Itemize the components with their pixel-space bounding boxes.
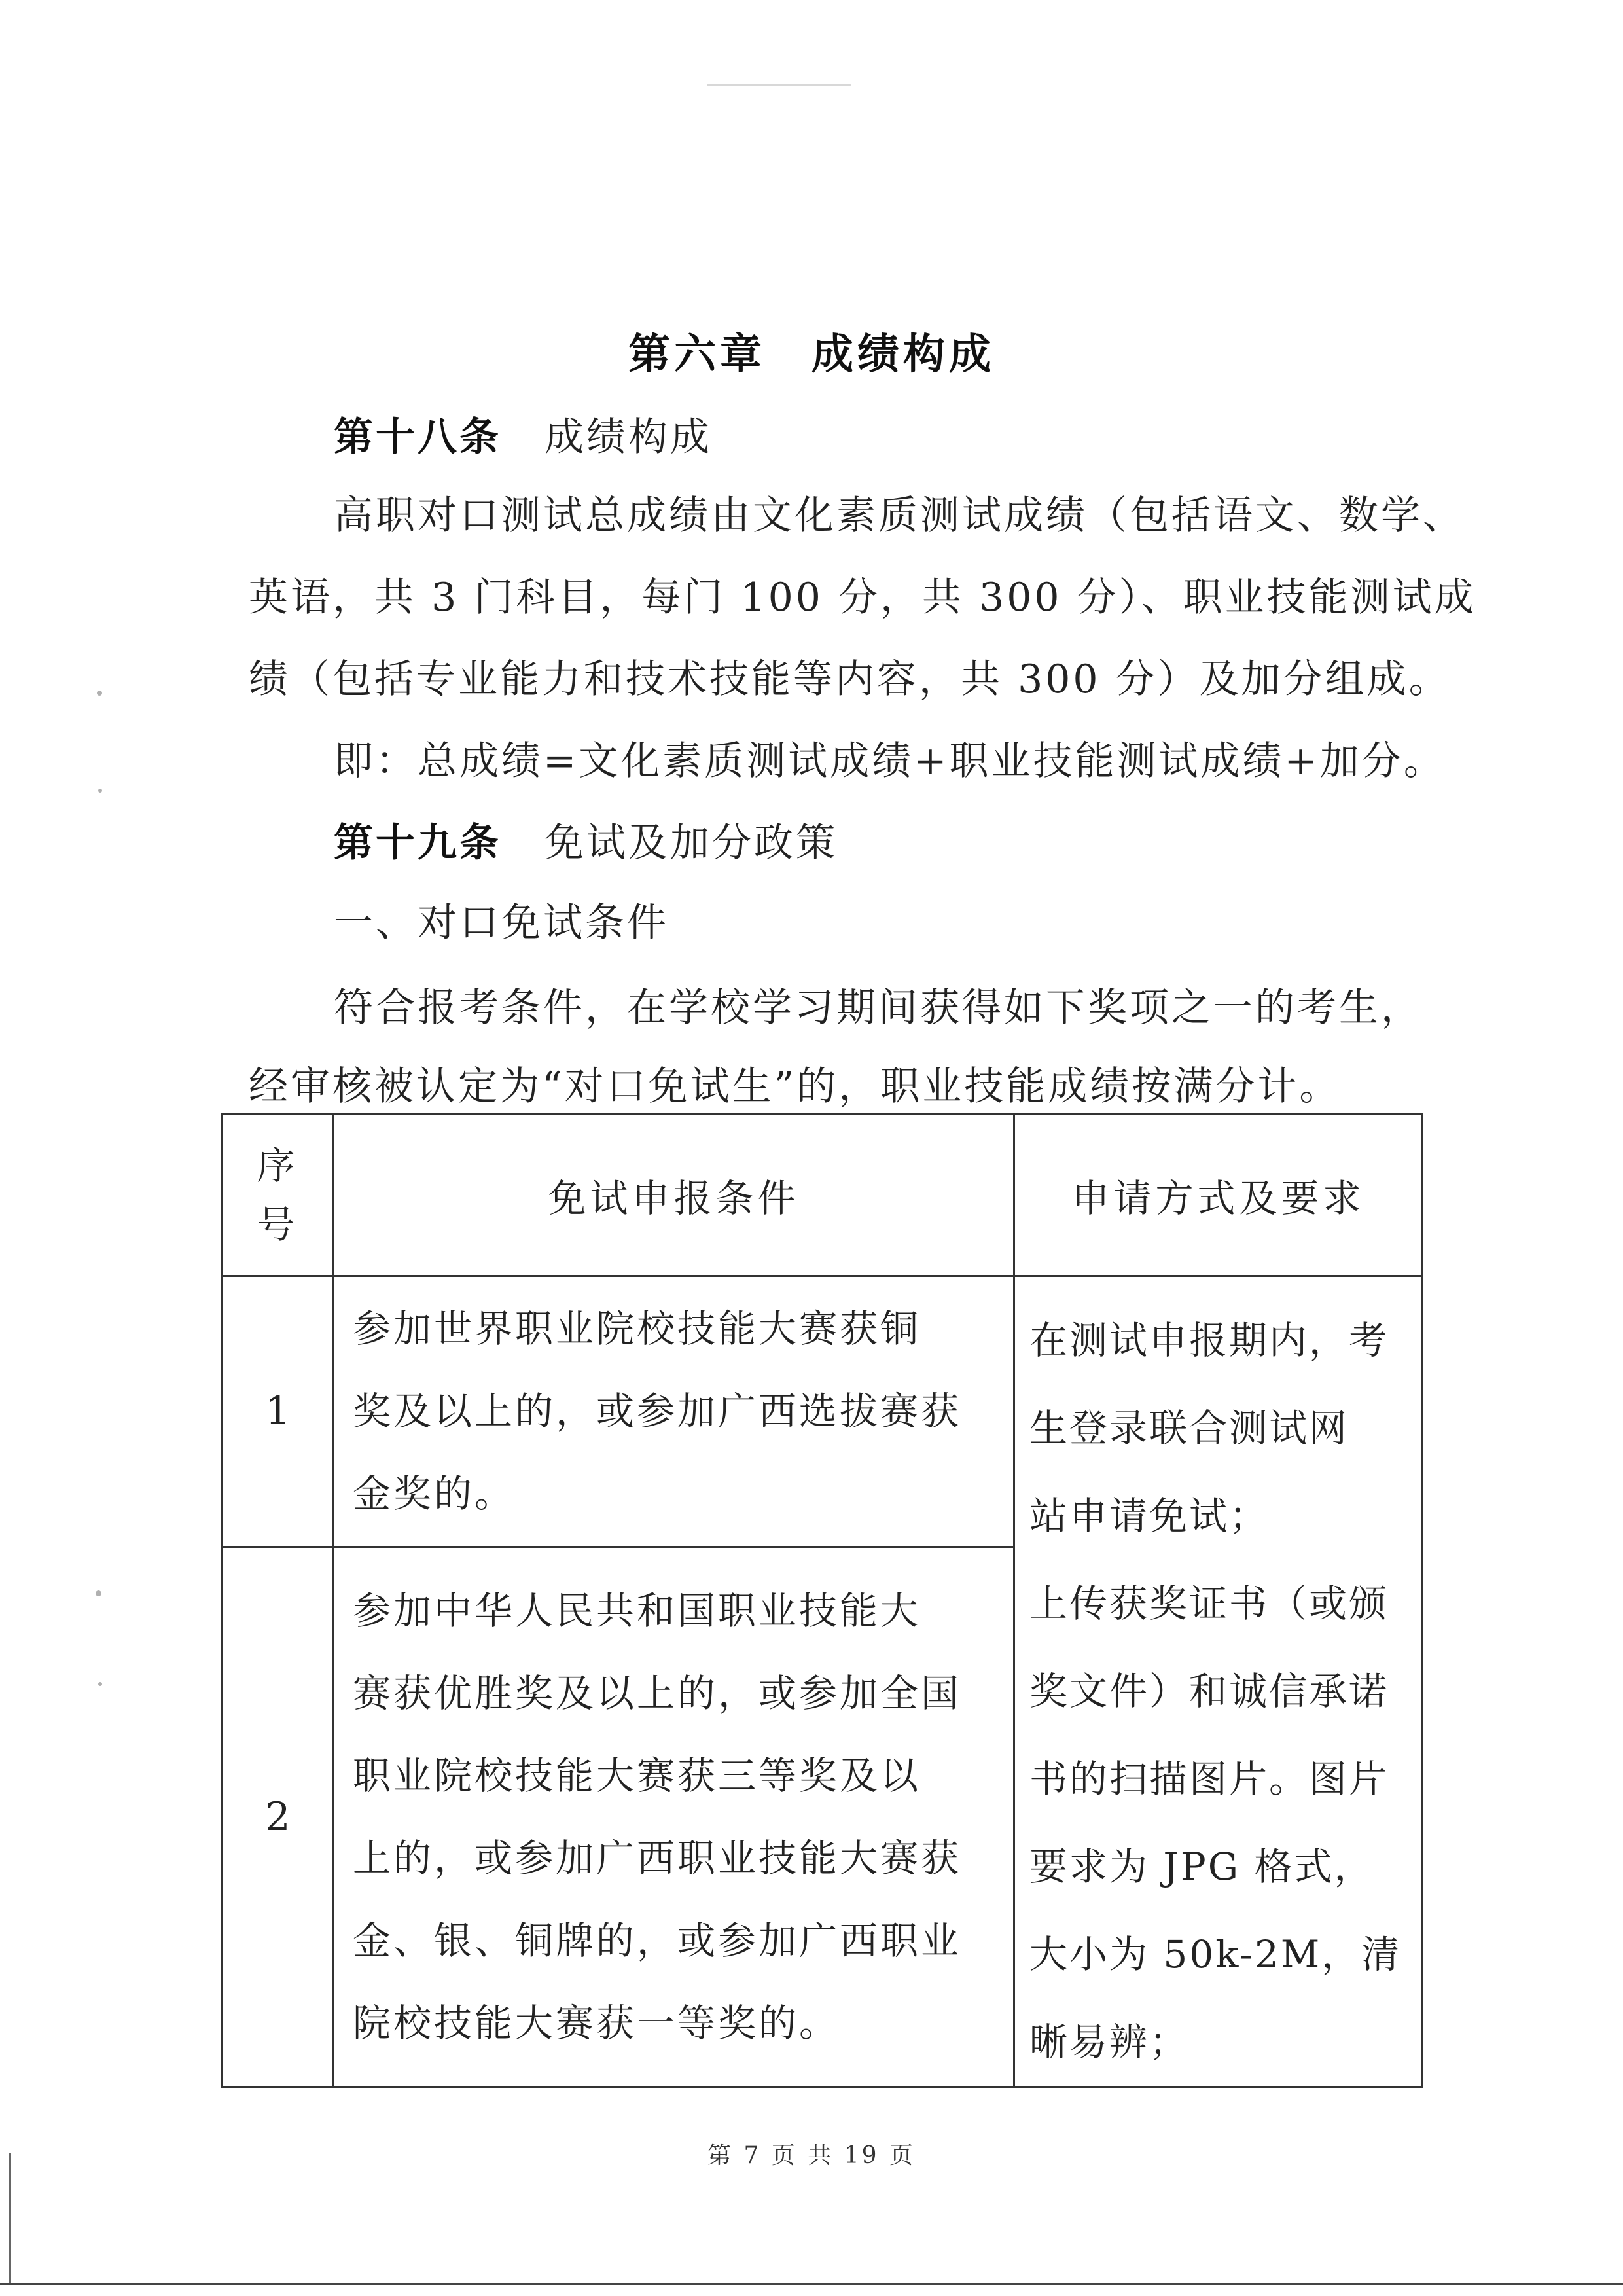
scan-dot-mark [97,691,102,696]
article-18-heading [334,411,1551,463]
scan-dot-mark [96,1590,101,1596]
article-18-number: 第十八条 [334,414,501,460]
method-cell: 在测试申报期内，考 生登录联合测试网 站申请免试； 上传获奖证书（或颁 奖文件）和诚信承诺 书的扫描图片。图片 要求为 JPG 格式， 大小为 50k-2M，清 晰易辨； [1014,1276,1423,2087]
article-19-title: 免试及加分政策 [544,820,838,866]
exemption-table [221,1113,1423,2088]
article-19-heading [334,817,1551,869]
page-footer: 第 7 页 共 19 页 [707,2142,916,2169]
header-condition: 免试申报条件 [334,1114,1014,1276]
scan-dot-mark [98,1682,102,1686]
scan-edge-line [0,2283,1623,2285]
chapter-title: 第六章 成绩构成 [628,331,995,379]
article-19-intro-line-1: 符合报考条件，在学校学习期间获得如下奖项之一的考生， [334,985,1423,1031]
article-18-para-line-3: 绩（包括专业能力和技术技能等内容，共 300 分）及加分组成。 [249,656,1451,702]
condition-cell: 参加世界职业院校技能大赛获铜 奖及以上的，或参加广西选拔赛获 金奖的。 [334,1276,1014,1547]
condition-cell: 参加中华人民共和国职业技能大 赛获优胜奖及以上的，或参加全国 职业院校技能大赛获三等奖及以 上的，或参加广西职业技能大赛获 金、银、铜牌的，或参加广西职业 院校技能大赛获一等奖的。 [334,1547,1014,2087]
header-method: 申请方式及要求 [1014,1114,1423,1276]
row-number: 1 [223,1276,334,1547]
scan-edge-line [9,2153,11,2284]
article-19-subheading: 一、对口免试条件 [334,900,669,946]
scan-dot-mark [98,789,102,793]
header-serial-number: 序 号 [223,1114,334,1276]
article-19-intro-line-2: 经审核被认定为“对口免试生”的，职业技能成绩按满分计。 [249,1064,1342,1109]
article-18-para-line-1: 高职对口测试总成绩由文化素质测试成绩（包括语文、数学、 [334,493,1465,539]
article-19-number: 第十九条 [334,820,501,866]
table-row [223,1276,1423,1547]
table-header-row [223,1114,1423,1276]
scan-smudge-mark [707,84,851,86]
article-18-title: 成绩构成 [544,414,712,460]
row-number: 2 [223,1547,334,2087]
article-18-para-line-2: 英语，共 3 门科目，每门 100 分，共 300 分）、职业技能测试成 [249,575,1476,620]
article-18-formula: 即：总成绩=文化素质测试成绩+职业技能测试成绩+加分。 [334,738,1446,784]
